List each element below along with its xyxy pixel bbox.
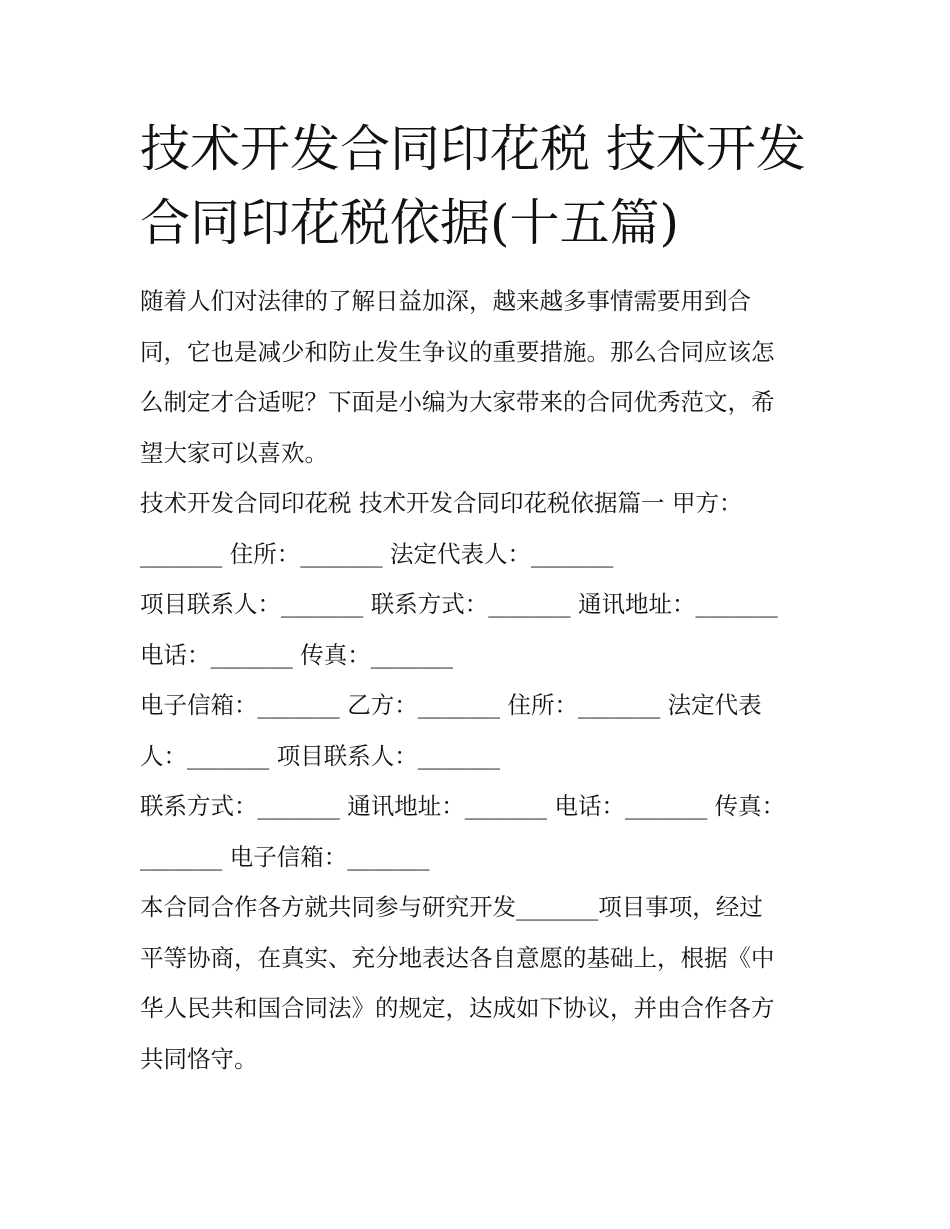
intro-line: 么制定才合适呢？下面是小编为大家带来的合同优秀范文，希 [140,388,775,416]
section-heading: 技术开发合同印花税 技术开发合同印花税依据篇一 甲方： [140,489,743,517]
party-fields-line: 项目联系人：_______ 联系方式：_______ 通讯地址：_______ [140,590,778,618]
party-fields-paragraph [140,529,820,883]
party-fields-line: 人：_______ 项目联系人：_______ [140,741,500,770]
party-fields-line: 电子信箱：_______ 乙方：_______ 住所：_______ 法定代表 [140,691,762,719]
party-fields-line: _______ 电子信箱：_______ [140,842,430,871]
closing-line: 华人民共和国合同法》的规定，达成如下协议，并由合作各方 [140,994,775,1022]
closing-line: 共同恪守。 [140,1044,258,1073]
document-title: 技术开发合同印花税 技术开发合同印花税依据(十五篇) [140,120,806,252]
party-fields-line: 电话：_______ 传真：_______ [140,640,453,669]
intro-line: 同，它也是减少和防止发生争议的重要措施。那么合同应该怎 [140,337,775,366]
closing-line: 平等协商，在真实、充分地表达各自意愿的基础上，根据《中 [140,943,775,972]
closing-paragraph [140,882,820,1084]
party-fields-line: 联系方式：_______ 通讯地址：_______ 电话：_______ 传真： [140,792,786,820]
intro-line: 随着人们对法律的了解日益加深，越来越多事情需要用到合 [140,287,751,315]
intro-paragraph [140,276,820,478]
section-heading-paragraph [140,478,820,529]
party-fields-line: _______ 住所：_______ 法定代表人：_______ [140,539,614,568]
intro-line: 望大家可以喜欢。 [140,438,328,467]
document-body [140,276,820,1084]
closing-line: 本合同合作各方就共同参与研究开发_______项目事项，经过 [140,893,763,921]
